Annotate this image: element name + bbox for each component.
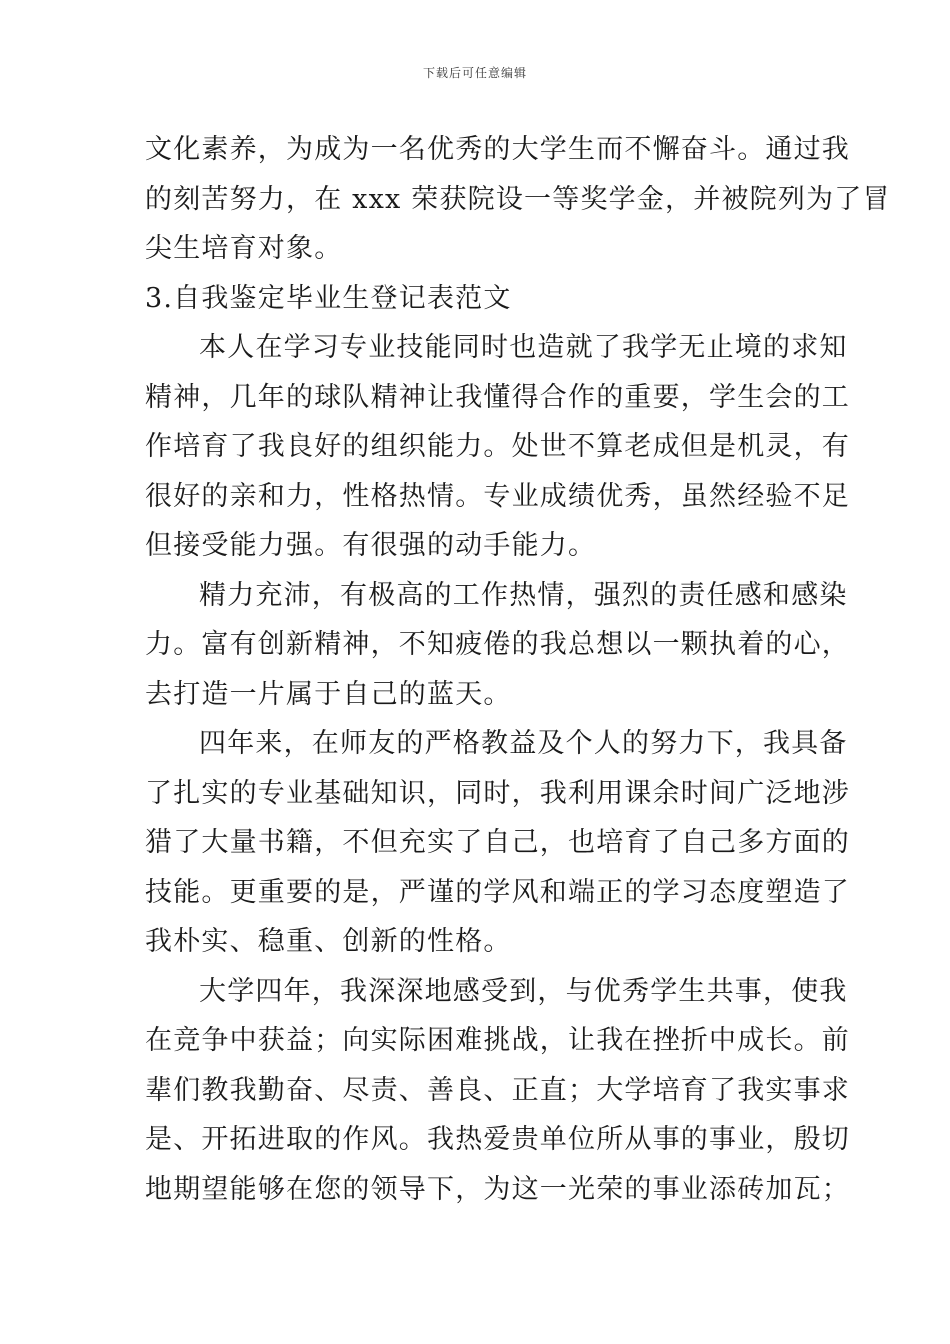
text-line: 很好的亲和力，性格热情。专业成绩优秀，虽然经验不足 (145, 480, 850, 512)
text-line: 精神，几年的球队精神让我懂得合作的重要，学生会的工 (145, 381, 850, 413)
text-line: 我朴实、稳重、创新的性格。 (145, 926, 512, 957)
paragraph-first-line: 精力充沛，有极高的工作热情，强烈的责任感和感染 (199, 579, 848, 611)
text-line: 猎了大量书籍，不但充实了自己，也培育了自己多方面的 (145, 827, 850, 858)
paragraph-first-line: 本人在学习专业技能同时也造就了我学无止境的求知 (199, 332, 848, 363)
document-body (145, 125, 891, 1214)
text-line: 文化素养，为成为一名优秀的大学生而不懈奋斗。通过我 (145, 134, 850, 165)
text-line: 去打造一片属于自己的蓝天。 (145, 678, 512, 710)
text-line: 地期望能够在您的领导下，为这一光荣的事业添砖加瓦； (145, 1173, 850, 1205)
text-line: 是、开拓进取的作风。我热爱贵单位所从事的事业，殷切 (145, 1124, 850, 1155)
text-line: 作培育了我良好的组织能力。处世不算老成但是机灵，有 (145, 431, 850, 462)
section-heading: 3.自我鉴定毕业生登记表范文 (145, 282, 512, 314)
paragraph-first-line: 大学四年，我深深地感受到，与优秀学生共事，使我 (199, 975, 848, 1007)
text-line: 力。富有创新精神，不知疲倦的我总想以一颗执着的心， (145, 629, 850, 660)
text-line: 的刻苦努力，在 xxx 荣获院设一等奖学金，并被院列为了冒 (145, 183, 891, 215)
page-header-note: 下载后可任意编辑 (422, 66, 527, 80)
text-line: 尖生培育对象。 (145, 233, 343, 264)
text-line: 了扎实的专业基础知识，同时，我利用课余时间广泛地涉 (145, 777, 850, 809)
paragraph-first-line: 四年来，在师友的严格教益及个人的努力下，我具备 (199, 728, 848, 759)
text-line: 技能。更重要的是，严谨的学风和端正的学习态度塑造了 (145, 876, 850, 908)
text-line: 辈们教我勤奋、尽责、善良、正直；大学培育了我实事求 (145, 1074, 850, 1106)
text-line: 但接受能力强。有很强的动手能力。 (145, 530, 597, 561)
text-line: 在竞争中获益；向实际困难挑战，让我在挫折中成长。前 (145, 1025, 850, 1056)
